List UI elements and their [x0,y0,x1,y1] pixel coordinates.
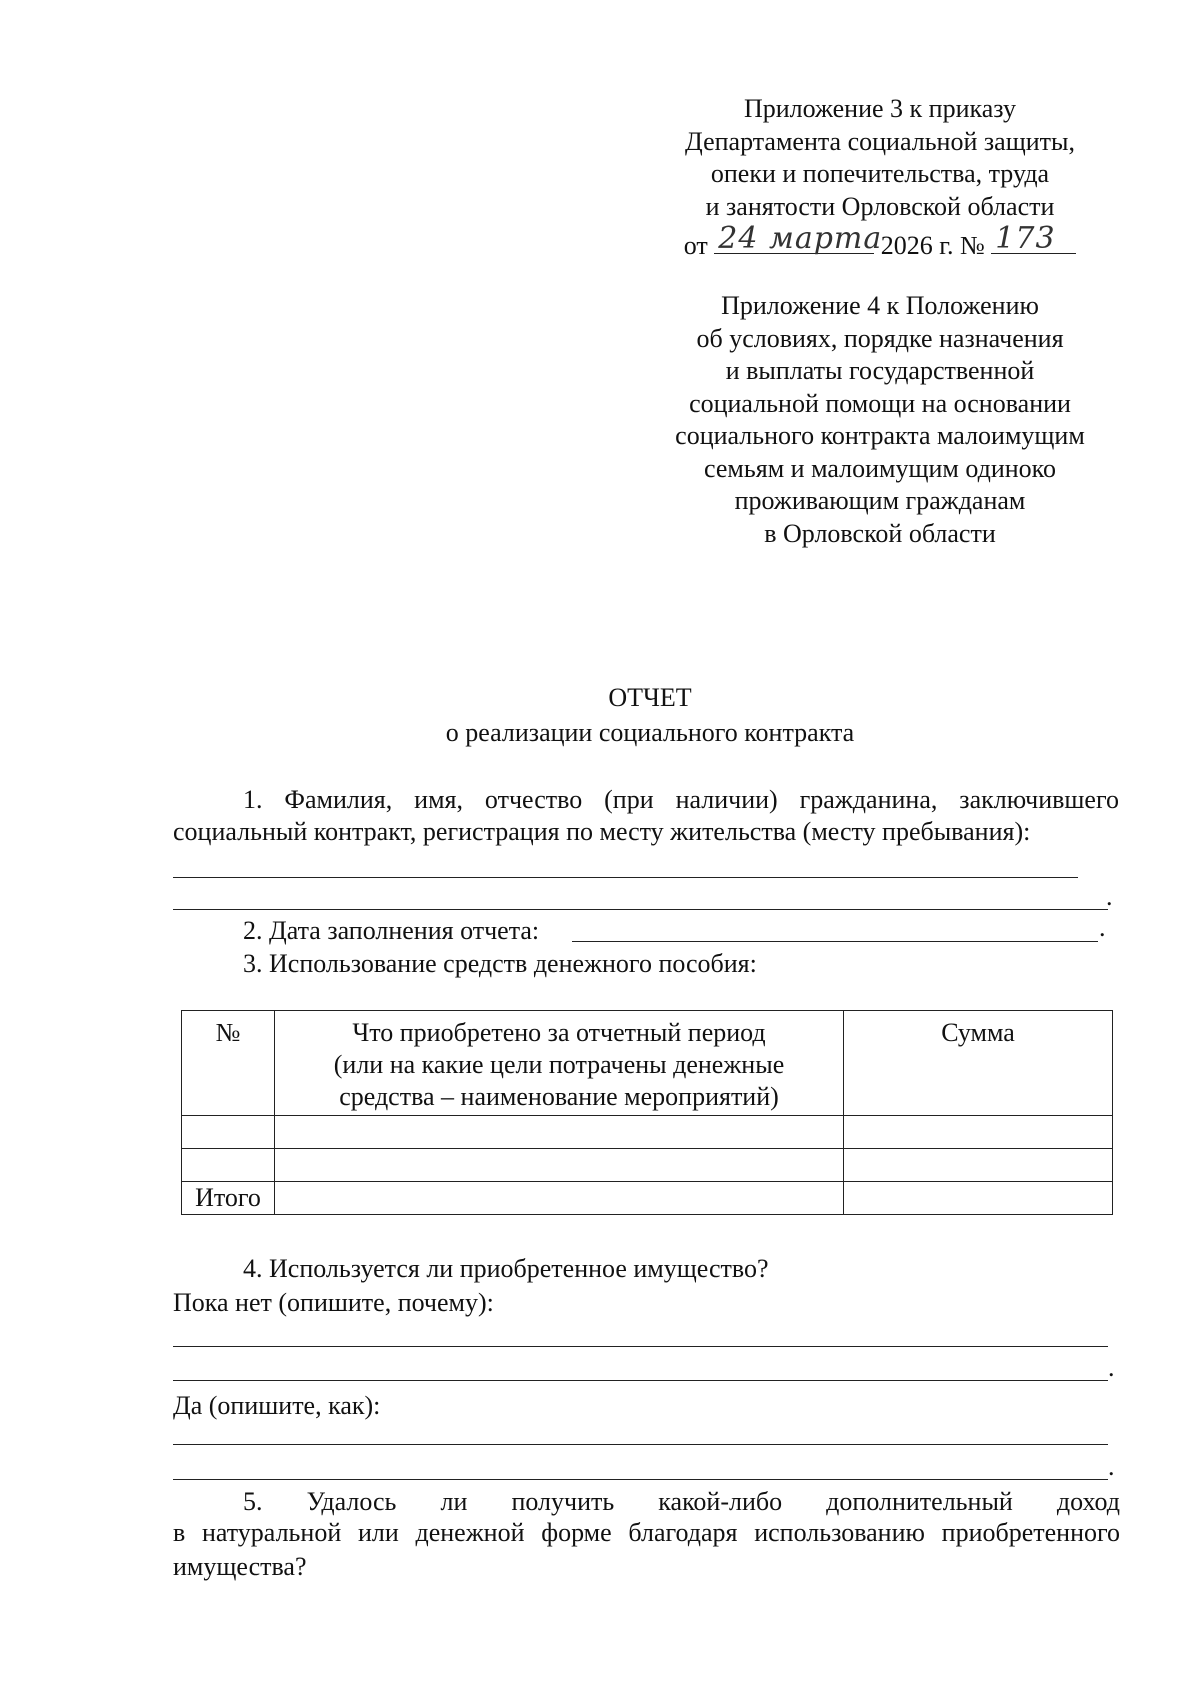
appendix-4-line: социальной помощи на основании [689,388,1071,418]
appendix-4-line: и выплаты государственной [725,356,1035,385]
header-purchase-line: (или на какие цели потрачены денежные [333,1050,785,1079]
cell-total-amount[interactable] [844,1182,1113,1215]
item-1-line-2: социальный контракт, регистрация по месту жительства (месту пребывания): [173,817,1031,846]
appendix-4-line: об условиях, порядке назначения [696,323,1064,353]
fill-line[interactable] [173,909,1108,910]
appendix-3-block [600,93,1160,263]
appendix-3-line: и занятости Орловской области [705,191,1055,221]
fill-line[interactable] [173,1346,1108,1347]
appendix-3-line: Департамента социальной защиты, [685,126,1075,156]
handwritten-number: 173 [995,220,1056,256]
appendix-3-line: опеки и попечительства, труда [710,159,1050,188]
fill-line[interactable] [173,877,1078,878]
cell-number[interactable] [182,1149,275,1182]
item-4-yes-label: Да (опишите, как): [173,1391,381,1420]
appendix-4-line: проживающим гражданам [734,486,1026,515]
item-3-label: 3. Использование средств денежного пособия: [243,949,757,978]
date-field [714,220,883,256]
item-1-line-1: 1. Фамилия, имя, отчество (при наличии) гражданина, заключившего [243,785,1119,814]
cell-amount[interactable] [844,1149,1113,1182]
table-row [182,1149,1113,1182]
cell-total-purchase[interactable] [275,1182,844,1215]
header-amount: Сумма [844,1011,1113,1116]
line-end-period: . [1106,882,1113,911]
cell-amount[interactable] [844,1116,1113,1149]
expenses-table [181,1010,1113,1215]
line-end-period: . [1099,913,1106,942]
report-date-field[interactable] [572,941,1098,942]
fill-line[interactable] [173,1380,1108,1381]
cell-purchase[interactable] [275,1116,844,1149]
fill-line[interactable] [173,1479,1108,1480]
appendix-4-line: Приложение 4 к Положению [721,291,1039,320]
item-5-line-2: в натуральной или денежной форме благодаря использованию приобретенного [173,1518,1120,1547]
table-row [182,1116,1113,1149]
number-field [991,220,1076,256]
line-end-period: . [1108,1452,1115,1481]
header-purchase-line: средства – наименование мероприятий) [339,1082,779,1111]
handwritten-date: 24 марта [718,220,883,256]
table-total-row [182,1182,1113,1215]
appendix-4-line: социального контракта малоимущим [675,421,1085,450]
item-5-line-1: 5. Удалось ли получить какой-либо дополнительный доход [243,1487,1120,1516]
cell-purchase[interactable] [275,1149,844,1182]
header-purchase-line: Что приобретено за отчетный период [352,1018,766,1047]
report-subtitle: о реализации социального контракта [445,718,855,747]
table-header-row [182,1011,1113,1116]
total-label: Итого [182,1182,275,1215]
appendix-4-block [600,290,1160,550]
item-2-label: 2. Дата заполнения отчета: [243,916,540,945]
item-4-no-label: Пока нет (опишите, почему): [173,1288,494,1317]
line-end-period: . [1108,1353,1115,1382]
year-text: 2026 г. № [880,231,985,260]
item-5-line-3: имущества? [173,1552,307,1581]
header-purchase [275,1011,844,1116]
date-prefix: от [683,231,708,260]
header-number: № [182,1011,275,1116]
fill-line[interactable] [173,1444,1108,1445]
cell-number[interactable] [182,1116,275,1149]
appendix-3-line: Приложение 3 к приказу [743,94,1016,123]
appendix-3-date-line [600,220,1160,263]
appendix-4-line: семьям и малоимущим одиноко [704,453,1056,483]
appendix-4-line: в Орловской области [764,518,996,548]
item-4-question: 4. Используется ли приобретенное имущество? [243,1254,769,1283]
report-title: ОТЧЕТ [608,683,692,712]
